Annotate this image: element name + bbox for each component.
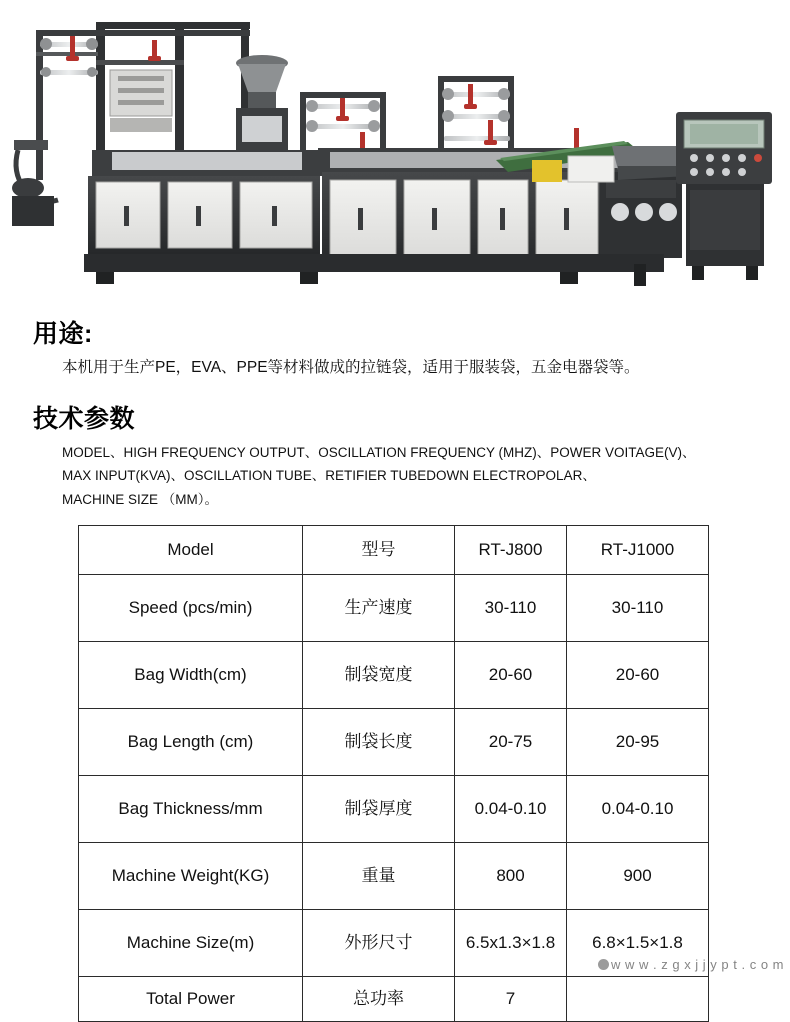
cell-model-en: Model	[79, 525, 303, 574]
specs-heading: 技术参数	[33, 405, 136, 434]
cell-model-rtj1000: RT-J1000	[567, 525, 709, 574]
cell-bagwidth-rtj1000: 20-60	[567, 641, 709, 708]
cell-power-rtj800: 7	[455, 976, 567, 1021]
cell-power-rtj1000	[567, 976, 709, 1021]
machine-photo	[0, 0, 790, 300]
cell-bagthickness-rtj1000: 0.04-0.10	[567, 775, 709, 842]
cell-speed-cn: 生产速度	[303, 574, 455, 641]
cell-bagthickness-cn: 制袋厚度	[303, 775, 455, 842]
cell-weight-rtj800: 800	[455, 842, 567, 909]
cell-power-en: Total Power	[79, 976, 303, 1021]
cell-weight-cn: 重量	[303, 842, 455, 909]
cell-size-en: Machine Size(m)	[79, 909, 303, 976]
cell-speed-rtj800: 30-110	[455, 574, 567, 641]
cell-baglength-rtj1000: 20-95	[567, 708, 709, 775]
watermark-text: w w w . z g x j j y p t . c o m	[611, 957, 784, 972]
specs-intro	[62, 441, 752, 511]
usage-text: 本机用于生产PE，EVA、PPE等材料做成的拉链袋，适用于服装袋，五金电器袋等。	[62, 359, 640, 376]
cell-baglength-en: Bag Length (cm)	[79, 708, 303, 775]
control-console	[676, 112, 772, 280]
cell-baglength-cn: 制袋长度	[303, 708, 455, 775]
specs-intro-line-3: MACHINE SIZE （MM）。	[62, 491, 219, 507]
cell-weight-rtj1000: 900	[567, 842, 709, 909]
cell-speed-rtj1000: 30-110	[567, 574, 709, 641]
cell-speed-en: Speed (pcs/min)	[79, 574, 303, 641]
cell-bagwidth-rtj800: 20-60	[455, 641, 567, 708]
table-row	[79, 574, 709, 641]
spec-table-wrapper	[78, 525, 708, 1022]
cell-weight-en: Machine Weight(KG)	[79, 842, 303, 909]
table-row	[79, 842, 709, 909]
watermark-dot-icon	[598, 959, 609, 970]
cell-model-rtj800: RT-J800	[455, 525, 567, 574]
cell-model-cn: 型号	[303, 525, 455, 574]
spec-table	[78, 525, 709, 1022]
document-content	[0, 314, 790, 1022]
right-gantry	[438, 76, 583, 160]
site-watermark	[598, 957, 784, 972]
table-row	[79, 525, 709, 574]
cell-bagthickness-en: Bag Thickness/mm	[79, 775, 303, 842]
cell-size-cn: 外形尺寸	[303, 909, 455, 976]
specs-intro-line-1: MODEL、HIGH FREQUENCY OUTPUT、OSCILLATION FREQUENCY (MHZ)、POWER VOITAGE(V)、	[62, 445, 696, 461]
cell-bagwidth-cn: 制袋宽度	[303, 641, 455, 708]
table-row	[79, 641, 709, 708]
cell-power-cn: 总功率	[303, 976, 455, 1021]
table-row	[79, 708, 709, 775]
cell-size-rtj1000: 6.8×1.5×1.8	[567, 909, 709, 976]
machine-illustration-svg	[0, 0, 790, 300]
cell-bagthickness-rtj800: 0.04-0.10	[455, 775, 567, 842]
cell-bagwidth-en: Bag Width(cm)	[79, 641, 303, 708]
cell-baglength-rtj800: 20-75	[455, 708, 567, 775]
specs-intro-line-2: MAX INPUT(KVA)、OSCILLATION TUBE、RETIFIER TUBEDOWN ELECTROPOLAR、	[62, 468, 596, 484]
cell-size-rtj800: 6.5x1.3×1.8	[455, 909, 567, 976]
table-row	[79, 775, 709, 842]
table-row	[79, 976, 709, 1021]
middle-gantry	[300, 92, 386, 154]
usage-heading: 用途:	[33, 320, 93, 348]
